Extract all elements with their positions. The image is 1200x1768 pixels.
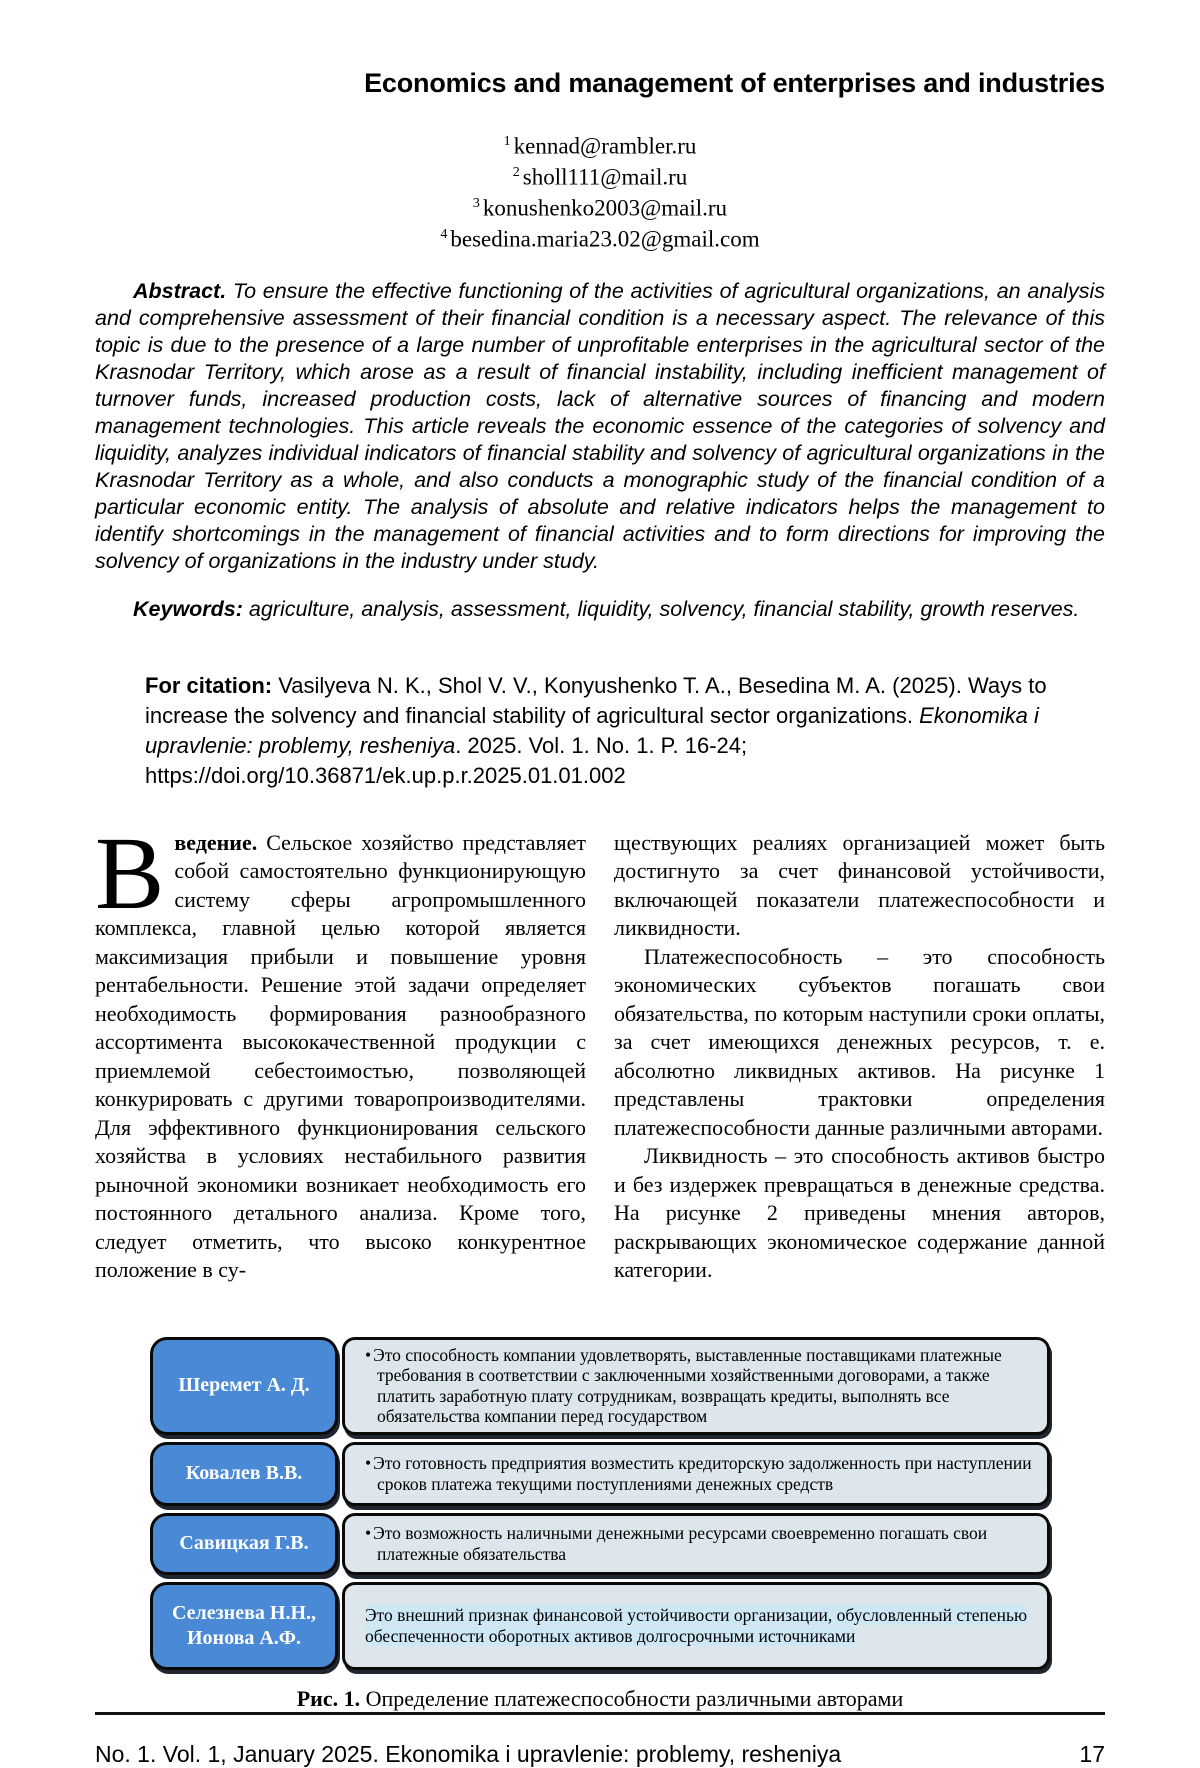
figure-text-box (342, 1513, 1050, 1575)
figure-definition-text: Это возможность наличными денежными ресурсами своевременно погашать свои платежные обязательства (373, 1523, 988, 1564)
body-paragraph: Платежеспособность – это способность экономических субъектов погашать свои обязательства, по которым наступили сроки оплаты, за счет имеющихся денежных ресурсов, т. е. абсолютно ликвидных активов. На рисунке 1 представлены трактовки определения платежеспособности данные различными авторами. (614, 943, 1105, 1140)
figure-caption-text: Определение платежеспособности различными авторами (360, 1685, 904, 1711)
citation-source: Ekonomika i upravlenie: problemy, resheniya (145, 702, 1039, 758)
abstract-paragraph (95, 278, 1105, 575)
figure-author-box: Шеремет А. Д. (150, 1337, 338, 1435)
email-address: sholl111@mail.ru (522, 164, 688, 190)
figure-definition-text-highlighted: Это внешний признак финансовой устойчивости организации, обусловленный степенью обеспеченности оборотных активов долгосрочными источниками (365, 1605, 1028, 1646)
figure-definition-text: Это готовность предприятия возместить кредиторскую задолженность при наступлении сроков платежа текущими поступлениями денежных средств (373, 1453, 1032, 1494)
intro-lead: ведение. (174, 829, 258, 855)
citation-block (145, 671, 1095, 791)
figure-1 (150, 1337, 1050, 1712)
email-superscript: 1 (503, 134, 511, 149)
figure-caption-label: Рис. 1. (296, 1685, 361, 1711)
author-email (95, 191, 1105, 222)
figure-definition-text: Это способность компании удовлетворять, выставленные поставщиками платежные требования в соответствии с заключенными хозяйственными договорами, а также платить заработную плату сотрудникам, возвращать кредиты, выполнять все обязательства компании перед государством (373, 1344, 1002, 1427)
author-emails (95, 129, 1105, 254)
intro-paragraph (95, 815, 586, 1285)
figure-row (150, 1582, 1050, 1670)
figure-row (150, 1442, 1050, 1506)
figure-author-box: Селезнева Н.Н., Ионова А.Ф. (150, 1582, 338, 1670)
figure-text-box (342, 1337, 1050, 1435)
keywords-line (95, 596, 1105, 623)
email-address: besedina.maria23.02@gmail.com (450, 227, 760, 253)
bullet-glyph: • (365, 1453, 372, 1474)
footer-journal-line: No. 1. Vol. 1, January 2025. Ekonomika i upravlenie: problemy, resheniya (95, 1740, 842, 1767)
figure-author-box: Ковалев В.В. (150, 1442, 338, 1506)
email-superscript: 4 (440, 227, 448, 243)
figure-row (150, 1337, 1050, 1435)
body-paragraph: Ликвидность – это способность активов быстро и без издержек превращаться в денежные средства. На рисунке 2 приведены мнения авторов, раскрывающих экономическое содержание данной категории. (614, 1143, 1105, 1283)
citation-text: Vasilyeva N. K., Shol V. V., Konyushenko T. A., Besedina M. A. (2025). Ways to increase the solvency and financial stability of agricultural sector organizations. (145, 672, 1047, 728)
author-email (95, 222, 1105, 253)
figure-caption (150, 1686, 1050, 1712)
author-email (95, 160, 1105, 191)
abstract-label: Abstract. (133, 278, 227, 303)
left-column (95, 815, 586, 1285)
abstract-text: To ensure the effective functioning of the activities of agricultural organizations, an analysis and comprehensive assessment of their financial condition is a necessary aspect. The relevance of this topic is due to the presence of a large number of unprofitable enterprises in the agricultural sector of the Krasnodar Territory, which arose as a result of financial instability, including inefficient management of turnover funds, increased production costs, lack of alternative sources of financing and modern management technologies. This article reveals the economic essence of the categories of solvency and liquidity, analyzes individual indicators of financial stability and solvency of agricultural organizations in the Krasnodar Territory as a whole, and also conducts a monographic study of the financial condition of a particular economic entity. The analysis of absolute and relative indicators helps the management to identify shortcomings in the management of financial activities and to form directions for improving the solvency of organizations in the industry under study. (95, 278, 1105, 573)
keywords-text: agriculture, analysis, assessment, liquidity, solvency, financial stability, growth reserves. (242, 597, 1080, 622)
email-address: kennad@rambler.ru (513, 133, 697, 159)
email-superscript: 3 (472, 196, 480, 212)
figure-row (150, 1513, 1050, 1575)
figure-text-box (342, 1442, 1050, 1506)
body-columns (95, 815, 1105, 1285)
dropcap: В (95, 815, 165, 931)
running-title: Economics and management of enterprises and industries (364, 68, 1105, 98)
figure-text-box (342, 1582, 1050, 1670)
keywords-label: Keywords: (133, 597, 243, 622)
email-superscript: 2 (512, 165, 520, 181)
bullet-glyph: • (365, 1523, 372, 1544)
figure-author-box: Савицкая Г.В. (150, 1513, 338, 1575)
page-number: 17 (1079, 1740, 1105, 1767)
intro-text-left: Сельское хозяйство представляет собой самостоятельно функционирующую систему сферы агропромышленного комплекса, главной целью которой является максимизация прибыли и повышение уровня рентабельности. Решение этой задачи определяет необходимость формирования разнообразного ассортимента высококачественной продукции с приемлемой себестоимостью, позволяющей конкурировать с другими товаропроизводителями. Для эффективного функционирования сельского хозяйства в условиях нестабильного развития рыночной экономики возникает необходимость его постоянного детального анализа. Кроме того, следует отметить, что высоко конкурентное положение в су- (95, 829, 586, 1283)
author-email (95, 129, 1105, 160)
body-paragraph: ществующих реалиях организацией может быть достигнуто за счет финансовой устойчивости, включающей показатели платежеспособности и ликвидности. (614, 829, 1105, 941)
page-footer (95, 1712, 1105, 1768)
email-address: konushenko2003@mail.ru (482, 195, 728, 221)
citation-label: For citation: (145, 672, 273, 698)
citation-tail: . 2025. Vol. 1. No. 1. P. 16-24; https://doi.org/10.36871/ek.up.p.r.2025.01.01.002 (145, 732, 748, 788)
right-column (614, 829, 1105, 1285)
bullet-glyph: • (365, 1344, 372, 1365)
